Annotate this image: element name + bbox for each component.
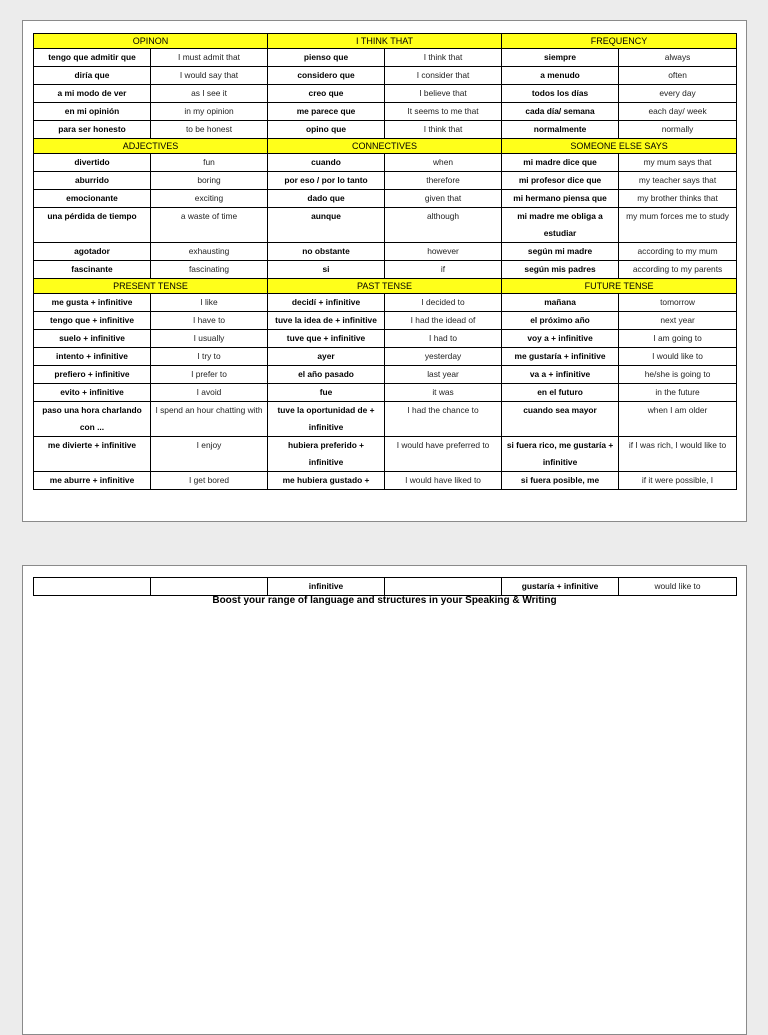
spanish-cell: aunque [268, 208, 385, 243]
spanish-cell: siempre [502, 49, 619, 67]
table-row [34, 154, 737, 172]
spanish-cell: si [268, 261, 385, 279]
english-cell [151, 578, 268, 596]
section-header-row [34, 279, 737, 294]
english-cell: according to my parents [619, 261, 737, 279]
spanish-cell: me aburre + infinitive [34, 472, 151, 490]
spanish-cell: emocionante [34, 190, 151, 208]
english-cell: I prefer to [151, 366, 268, 384]
english-cell: fun [151, 154, 268, 172]
english-cell: however [385, 243, 502, 261]
spanish-cell [34, 578, 151, 596]
english-cell: fascinating [151, 261, 268, 279]
english-cell: often [619, 67, 737, 85]
english-cell: last year [385, 366, 502, 384]
document-page-1 [22, 20, 747, 522]
spanish-cell: para ser honesto [34, 121, 151, 139]
english-cell: I believe that [385, 85, 502, 103]
spanish-cell: según mi madre [502, 243, 619, 261]
section-header: FUTURE TENSE [502, 279, 737, 294]
spanish-cell: decidí + infinitive [268, 294, 385, 312]
spanish-cell: cuando sea mayor [502, 402, 619, 437]
english-cell: I would like to [619, 348, 737, 366]
spanish-cell: aburrido [34, 172, 151, 190]
english-cell: my teacher says that [619, 172, 737, 190]
spanish-cell: el próximo año [502, 312, 619, 330]
english-cell: I avoid [151, 384, 268, 402]
spanish-cell: según mis padres [502, 261, 619, 279]
spanish-cell: creo que [268, 85, 385, 103]
english-cell: my mum forces me to study [619, 208, 737, 243]
section-header: CONNECTIVES [268, 139, 502, 154]
table-row [34, 243, 737, 261]
english-cell: I spend an hour chatting with [151, 402, 268, 437]
english-cell: I think that [385, 121, 502, 139]
english-cell: I consider that [385, 67, 502, 85]
english-cell: to be honest [151, 121, 268, 139]
spanish-cell: intento + infinitive [34, 348, 151, 366]
footer-note: Boost your range of language and structures in your Speaking & Writing [212, 595, 557, 606]
spanish-cell: en mi opinión [34, 103, 151, 121]
spanish-cell: voy a + infinitive [502, 330, 619, 348]
table-row [34, 384, 737, 402]
english-cell: I think that [385, 49, 502, 67]
english-cell: I would have preferred to [385, 437, 502, 472]
spanish-cell: evito + infinitive [34, 384, 151, 402]
section-header-row [34, 34, 737, 49]
english-cell: it was [385, 384, 502, 402]
english-cell: I try to [151, 348, 268, 366]
table-row [34, 103, 737, 121]
spanish-cell: a menudo [502, 67, 619, 85]
spanish-cell: fascinante [34, 261, 151, 279]
english-cell: if I was rich, I would like to [619, 437, 737, 472]
section-header: FREQUENCY [502, 34, 737, 49]
spanish-cell: cada día/ semana [502, 103, 619, 121]
english-cell: I am going to [619, 330, 737, 348]
english-cell: yesterday [385, 348, 502, 366]
spanish-cell: cuando [268, 154, 385, 172]
spanish-cell: dado que [268, 190, 385, 208]
spanish-cell: tuve la oportunidad de + infinitive [268, 402, 385, 437]
spanish-cell: me hubiera gustado + [268, 472, 385, 490]
table-row [34, 366, 737, 384]
spanish-cell: si fuera posible, me [502, 472, 619, 490]
spanish-cell: me parece que [268, 103, 385, 121]
spanish-cell: mi profesor dice que [502, 172, 619, 190]
english-cell: boring [151, 172, 268, 190]
table-row [34, 49, 737, 67]
english-cell: he/she is going to [619, 366, 737, 384]
english-cell: I enjoy [151, 437, 268, 472]
spanish-cell: tengo que + infinitive [34, 312, 151, 330]
spanish-cell: pienso que [268, 49, 385, 67]
spanish-cell: por eso / por lo tanto [268, 172, 385, 190]
spanish-cell: me gustaría + infinitive [502, 348, 619, 366]
spanish-cell: fue [268, 384, 385, 402]
spanish-cell: mi madre me obliga a estudiar [502, 208, 619, 243]
spanish-cell: tengo que admitir que [34, 49, 151, 67]
spanish-cell: considero que [268, 67, 385, 85]
english-cell: I had the idead of [385, 312, 502, 330]
vocabulary-table [33, 33, 737, 490]
spanish-cell: en el futuro [502, 384, 619, 402]
spanish-cell: diría que [34, 67, 151, 85]
spanish-cell: me gusta + infinitive [34, 294, 151, 312]
table-row [34, 402, 737, 437]
document-page-2 [22, 565, 747, 1035]
english-cell: in the future [619, 384, 737, 402]
section-header: PRESENT TENSE [34, 279, 268, 294]
english-cell: tomorrow [619, 294, 737, 312]
table-row [34, 348, 737, 366]
spanish-cell: gustaría + infinitive [502, 578, 619, 596]
english-cell: I usually [151, 330, 268, 348]
english-cell: would like to [619, 578, 737, 596]
english-cell: I decided to [385, 294, 502, 312]
spanish-cell: prefiero + infinitive [34, 366, 151, 384]
table-row [34, 121, 737, 139]
english-cell: normally [619, 121, 737, 139]
english-cell: if [385, 261, 502, 279]
section-header: ADJECTIVES [34, 139, 268, 154]
table-row [34, 312, 737, 330]
english-cell: exciting [151, 190, 268, 208]
spanish-cell: mi hermano piensa que [502, 190, 619, 208]
english-cell: I had to [385, 330, 502, 348]
spanish-cell: paso una hora charlando con ... [34, 402, 151, 437]
section-header: I THINK THAT [268, 34, 502, 49]
spanish-cell: el año pasado [268, 366, 385, 384]
table-row [34, 294, 737, 312]
spanish-cell: mañana [502, 294, 619, 312]
english-cell: a waste of time [151, 208, 268, 243]
section-header: SOMEONE ELSE SAYS [502, 139, 737, 154]
english-cell: I get bored [151, 472, 268, 490]
english-cell: my mum says that [619, 154, 737, 172]
english-cell: next year [619, 312, 737, 330]
table-row [34, 172, 737, 190]
english-cell: I would say that [151, 67, 268, 85]
spanish-cell: tuve la idea de + infinitive [268, 312, 385, 330]
table-row [34, 472, 737, 490]
spanish-cell: agotador [34, 243, 151, 261]
english-cell: in my opinion [151, 103, 268, 121]
english-cell: always [619, 49, 737, 67]
english-cell: according to my mum [619, 243, 737, 261]
english-cell: I had the chance to [385, 402, 502, 437]
english-cell: therefore [385, 172, 502, 190]
english-cell: every day [619, 85, 737, 103]
english-cell: given that [385, 190, 502, 208]
table-row [34, 578, 737, 596]
spanish-cell: todos los días [502, 85, 619, 103]
spanish-cell: divertido [34, 154, 151, 172]
spanish-cell: hubiera preferido + infinitive [268, 437, 385, 472]
english-cell: I like [151, 294, 268, 312]
spanish-cell: tuve que + infinitive [268, 330, 385, 348]
english-cell [385, 578, 502, 596]
spanish-cell: opino que [268, 121, 385, 139]
spanish-cell: suelo + infinitive [34, 330, 151, 348]
table-row [34, 261, 737, 279]
table-row [34, 190, 737, 208]
english-cell: I must admit that [151, 49, 268, 67]
table-row [34, 437, 737, 472]
table-row [34, 208, 737, 243]
spanish-cell: va a + infinitive [502, 366, 619, 384]
spanish-cell: una pérdida de tiempo [34, 208, 151, 243]
continuation-table [33, 577, 737, 596]
spanish-cell: a mi modo de ver [34, 85, 151, 103]
english-cell: although [385, 208, 502, 243]
english-cell: as I see it [151, 85, 268, 103]
english-cell: when [385, 154, 502, 172]
english-cell: I have to [151, 312, 268, 330]
spanish-cell: infinitive [268, 578, 385, 596]
english-cell: my brother thinks that [619, 190, 737, 208]
spanish-cell: mi madre dice que [502, 154, 619, 172]
section-header: OPINON [34, 34, 268, 49]
english-cell: if it were possible, I [619, 472, 737, 490]
english-cell: when I am older [619, 402, 737, 437]
table-row [34, 67, 737, 85]
table-row [34, 85, 737, 103]
spanish-cell: no obstante [268, 243, 385, 261]
english-cell: each day/ week [619, 103, 737, 121]
english-cell: I would have liked to [385, 472, 502, 490]
section-header: PAST TENSE [268, 279, 502, 294]
spanish-cell: ayer [268, 348, 385, 366]
spanish-cell: si fuera rico, me gustaría + infinitive [502, 437, 619, 472]
spanish-cell: me divierte + infinitive [34, 437, 151, 472]
english-cell: It seems to me that [385, 103, 502, 121]
section-header-row [34, 139, 737, 154]
spanish-cell: normalmente [502, 121, 619, 139]
table-row [34, 330, 737, 348]
english-cell: exhausting [151, 243, 268, 261]
